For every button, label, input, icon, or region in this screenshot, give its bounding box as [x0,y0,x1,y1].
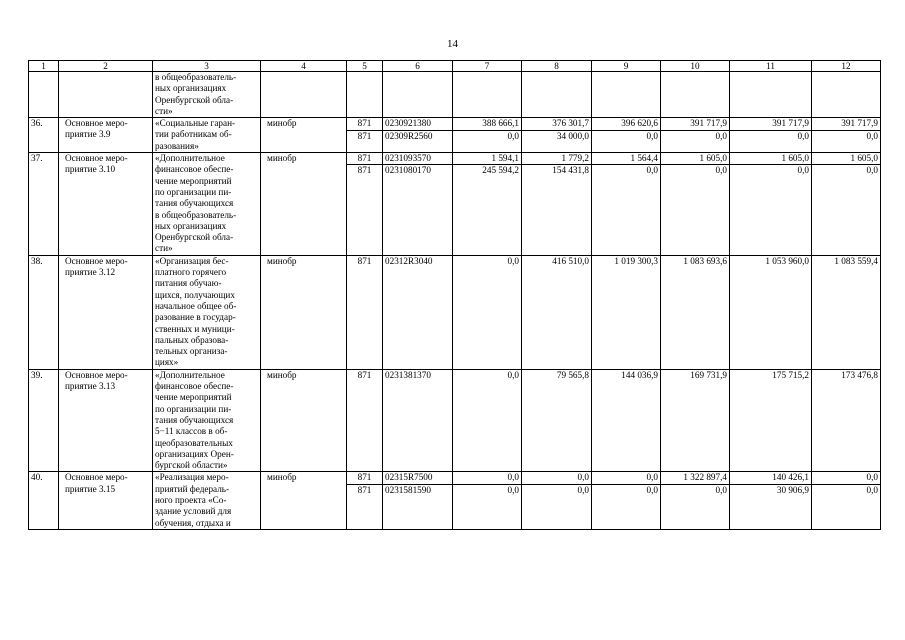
value-cell [522,118,592,131]
continuation-name [153,72,261,118]
value-cell [661,153,730,165]
cell-text: 0,0 [646,472,658,483]
value-cell [661,472,730,485]
cell-text: 02309R2560 [385,130,433,141]
text-line: щеобразовательных [155,437,233,448]
text-line: «Дополнительное [155,153,225,164]
cell [347,72,383,118]
value-cell [453,255,522,369]
text-line: Основное меро- [65,118,128,129]
text-line: питания обучаю- [155,278,222,289]
cell-text: 416 510,0 [552,255,589,266]
value-cell [661,484,730,529]
text-line: «Социальные гаран- [155,118,236,129]
cell-text: 391 717,9 [690,118,727,129]
text-line: тания обучающихся [155,414,234,425]
cell-text: 0,0 [715,165,727,176]
value-cell [730,130,812,152]
value-cell [453,484,522,529]
cell-text: 1 019 300,3 [614,255,658,266]
executor-cell: минобр [261,255,347,369]
cell [383,72,453,118]
column-header: 10 [661,61,730,72]
executor-cell: минобр [261,369,347,472]
cell [29,72,59,118]
value-cell [661,369,730,472]
text-line: Основное меро- [65,153,128,164]
name-cell [153,153,261,256]
row-number: 38. [29,255,59,369]
text-line: щихся, получающих [155,289,235,300]
cell-text: 1 605,0 [781,153,809,164]
value-cell [592,369,661,472]
cell-text: 79 565,8 [556,369,589,380]
event-cell [59,153,153,256]
value-cell [592,153,661,165]
cell-text: 175 715,2 [772,369,809,380]
cell-text: 169 731,9 [690,369,727,380]
column-header: 11 [730,61,812,72]
value-cell [453,118,522,131]
text-line: 5−11 классов в об- [155,426,228,437]
text-line: по организации пи- [155,403,232,414]
executor-cell: минобр [261,472,347,529]
text-line: приятие 3.10 [65,164,116,175]
text-line: приятие 3.9 [65,129,111,140]
cell-text: 0230921380 [385,118,431,129]
value-cell [453,165,522,255]
cell-text: 1 083 559,4 [834,255,878,266]
cell-text: 871 [357,165,372,176]
cell-text: 388 666,1 [482,118,519,129]
cell-text: 396 620,6 [621,118,658,129]
cell-text: 0,0 [866,484,878,495]
text-line: Основное меро- [65,472,128,483]
text-line: тания обучающихся [155,198,234,209]
cell-text: 0,0 [507,472,519,483]
text-line: разование в государ- [155,312,236,323]
cell-text: 0,0 [866,472,878,483]
value-cell [522,369,592,472]
value-cell [522,130,592,152]
continuation-row [29,72,881,118]
column-header: 1 [29,61,59,72]
budget-table [28,60,881,530]
column-header: 7 [453,61,522,72]
text-line: в общеобразователь- [155,209,237,220]
cell-text: 376 301,7 [552,118,589,129]
text-line: начальное общее об- [155,300,237,311]
value-cell [522,472,592,485]
column-header: 6 [383,61,453,72]
value-cell [661,130,730,152]
cell [730,72,812,118]
value-cell [661,165,730,255]
text-line: тии работникам об- [155,129,232,140]
table-body [29,72,881,530]
cell [661,72,730,118]
cell-text: 871 [357,255,372,266]
grbs-cell [347,118,383,131]
cell-text: 0231093570 [385,153,431,164]
value-cell [812,130,881,152]
value-cell [592,118,661,131]
value-cell [522,255,592,369]
value-cell [522,153,592,165]
value-cell [592,165,661,255]
event-cell [59,255,153,369]
value-cell [812,118,881,131]
text-line: тельных организа- [155,346,228,357]
cell-text: 0,0 [715,484,727,495]
cell-text: 0,0 [866,130,878,141]
cell-text: 0,0 [577,484,589,495]
text-line: приятий федераль- [155,483,230,494]
text-line: «Дополнительное [155,369,225,380]
grbs-cell [347,369,383,472]
value-cell [812,369,881,472]
cell-text: 871 [357,130,372,141]
cell-text: 1 594,1 [491,153,519,164]
cell-text: 871 [357,153,372,164]
name-cell [153,369,261,472]
cell-text: 0,0 [866,165,878,176]
cell-text: 871 [357,484,372,495]
cell-text: 02315R7500 [385,472,433,483]
cell-text: 1 053 960,0 [765,255,809,266]
cell-text: 871 [357,118,372,129]
text-line: разования» [155,140,199,151]
table-row [29,369,881,472]
cell-text: 391 717,9 [841,118,878,129]
value-cell [730,153,812,165]
code-cell [383,255,453,369]
name-cell [153,118,261,153]
text-line: чение мероприятий [155,392,232,403]
text-line: в общеобразователь- [155,72,237,82]
code-cell [383,118,453,131]
cell-text: 0,0 [507,484,519,495]
column-header: 5 [347,61,383,72]
name-cell [153,472,261,529]
code-cell [383,153,453,165]
value-cell [453,153,522,165]
value-cell [730,472,812,485]
table-row [29,118,881,131]
cell-text: 0,0 [715,130,727,141]
cell [592,72,661,118]
text-line: «Реализация меро- [155,472,229,483]
cell-text: 0,0 [797,165,809,176]
text-line: финансовое обеспе- [155,381,234,392]
cell-text: 0231581590 [385,484,431,495]
value-cell [812,255,881,369]
column-header: 4 [261,61,347,72]
text-line: финансовое обеспе- [155,164,234,175]
cell-text: 0,0 [577,472,589,483]
executor-cell: минобр [261,153,347,256]
value-cell [592,472,661,485]
cell-text: 144 036,9 [621,369,658,380]
cell [522,72,592,118]
code-cell [383,369,453,472]
cell-text: 154 431,8 [552,165,589,176]
cell-text: 871 [357,472,372,483]
value-cell [453,472,522,485]
value-cell [730,118,812,131]
text-line: чение мероприятий [155,175,232,186]
text-line: сти» [155,243,173,254]
text-line: приятие 3.15 [65,483,116,494]
executor-cell: минобр [261,118,347,153]
cell [59,72,153,118]
column-number-row [29,61,881,72]
text-line: пальных образова- [155,334,229,345]
cell-text: 0,0 [797,130,809,141]
value-cell [730,484,812,529]
cell-text: 1 322 897,4 [683,472,727,483]
value-cell [730,165,812,255]
grbs-cell [347,130,383,152]
cell-text: 0231381370 [385,369,431,380]
text-line: Оренбургской обла- [155,94,234,105]
cell-text: 140 426,1 [772,472,809,483]
value-cell [812,484,881,529]
text-line: бургской области» [155,460,228,471]
text-line: по организации пи- [155,186,232,197]
code-cell [383,130,453,152]
cell-text: 30 906,9 [776,484,809,495]
code-cell [383,484,453,529]
value-cell [592,484,661,529]
row-number: 37. [29,153,59,256]
table-row [29,153,881,165]
cell-text: 1 605,0 [850,153,878,164]
text-line: организациях Орен- [155,448,234,459]
grbs-cell [347,165,383,255]
page-number: 14 [447,38,458,50]
cell-text: 02312R3040 [385,255,433,266]
column-header: 8 [522,61,592,72]
text-line: ственных и муници- [155,323,235,334]
text-line: Основное меро- [65,255,128,266]
text-line: платного горячего [155,267,227,278]
cell-text: 0231080170 [385,165,431,176]
cell-text: 391 717,9 [772,118,809,129]
code-cell [383,165,453,255]
text-line: «Организация бес- [155,255,229,266]
event-cell [59,472,153,529]
value-cell [453,130,522,152]
cell-text: 173 476,8 [841,369,878,380]
value-cell [522,484,592,529]
code-cell [383,472,453,485]
cell-text: 245 594,2 [482,165,519,176]
text-line: здание условий для [155,506,232,517]
column-header: 9 [592,61,661,72]
value-cell [812,153,881,165]
value-cell [592,130,661,152]
cell-text: 1 083 693,6 [683,255,727,266]
value-cell [661,118,730,131]
cell-text: 0,0 [507,130,519,141]
table-row [29,472,881,485]
grbs-cell [347,153,383,165]
cell [261,72,347,118]
text-line: ных организациях [155,220,227,231]
grbs-cell [347,484,383,529]
column-header: 12 [812,61,881,72]
cell-text: 1 605,0 [699,153,727,164]
value-cell [730,255,812,369]
cell [812,72,881,118]
cell [453,72,522,118]
text-line: Основное меро- [65,369,128,380]
cell-text: 0,0 [646,484,658,495]
cell-text: 1 779,2 [561,153,589,164]
value-cell [592,255,661,369]
cell-text: 34 000,0 [556,130,589,141]
grbs-cell [347,472,383,485]
text-line: ных организациях [155,83,227,94]
text-line: приятие 3.13 [65,381,116,392]
value-cell [453,369,522,472]
text-line: приятие 3.12 [65,267,116,278]
row-number: 39. [29,369,59,472]
text-line: Оренбургской обла- [155,232,234,243]
row-number: 36. [29,118,59,153]
event-cell [59,118,153,153]
table-row [29,255,881,369]
cell-text: 0,0 [646,130,658,141]
name-cell [153,255,261,369]
cell-text: 0,0 [507,369,519,380]
value-cell [730,369,812,472]
cell-text: 1 564,4 [630,153,658,164]
column-header: 3 [153,61,261,72]
cell-text: 0,0 [507,255,519,266]
value-cell [812,472,881,485]
text-line: циях» [155,357,179,368]
grbs-cell [347,255,383,369]
event-cell [59,369,153,472]
column-header: 2 [59,61,153,72]
text-line: ного проекта «Со- [155,494,227,505]
value-cell [522,165,592,255]
cell-text: 871 [357,369,372,380]
row-number: 40. [29,472,59,529]
value-cell [812,165,881,255]
text-line: обучения, отдыха и [155,517,231,528]
cell-text: 0,0 [646,165,658,176]
text-line: сти» [155,105,173,116]
value-cell [661,255,730,369]
